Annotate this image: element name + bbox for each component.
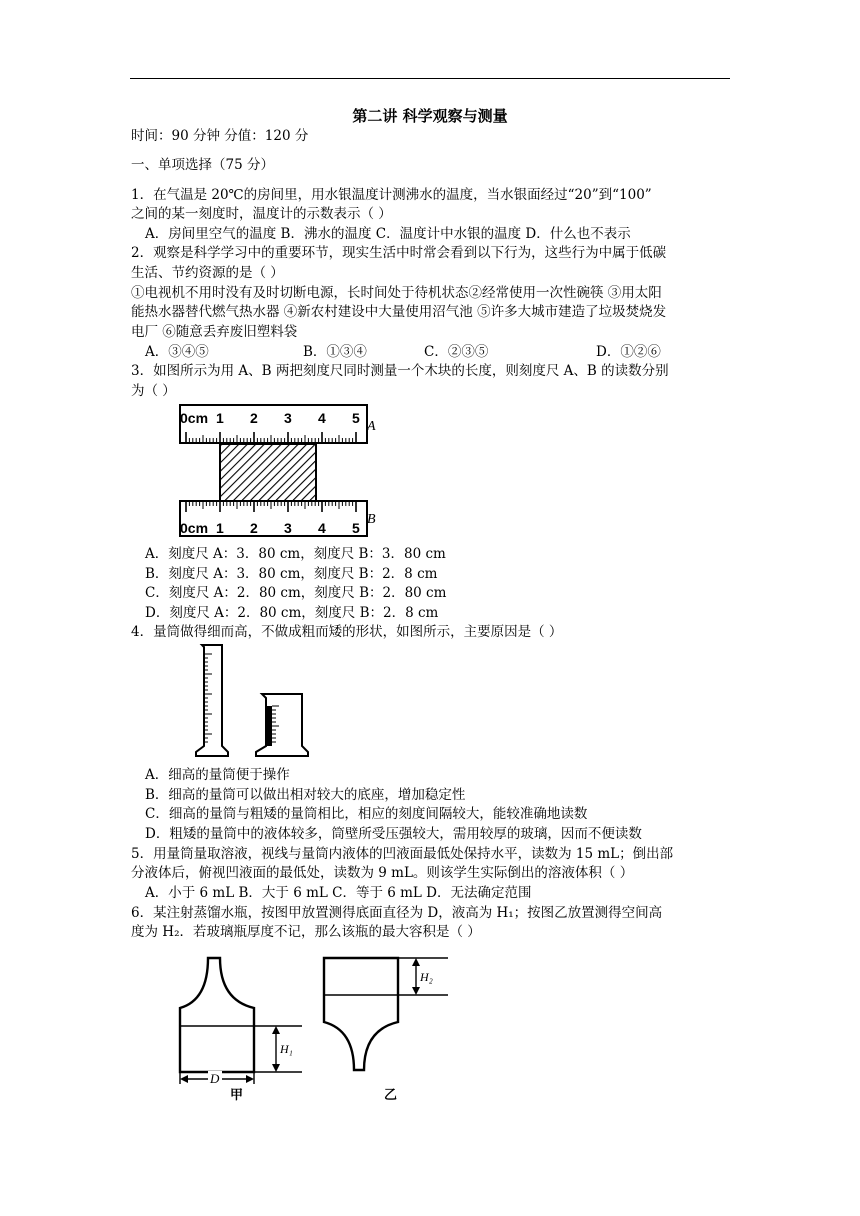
q3-stem-line1: 3．如图所示为用 A、B 两把刻度尺同时测量一个木块的长度，则刻度尺 A、B 的读数分别 [131, 363, 669, 379]
page-title: 第二讲 科学观察与测量 [352, 107, 508, 125]
q2-option-b: B．①③④ [303, 344, 367, 360]
q2-body-line3: 电厂 ⑥随意丢弃废旧塑料袋 [131, 324, 298, 340]
ruler-tick-label: 0cm [180, 520, 209, 536]
ruler-tick-label: 5 [352, 410, 360, 426]
q4-option-a: A．细高的量筒便于操作 [145, 767, 290, 783]
bottle-figure-jia [172, 952, 307, 1102]
ruler-tick-label: 5 [352, 520, 360, 536]
q1-options: A．房间里空气的温度 B．沸水的温度 C．温度计中水银的温度 D．什么也不表示 [145, 226, 631, 242]
ruler-a-letter: A [367, 419, 376, 434]
ruler-tick-label: 1 [216, 410, 224, 426]
bottle-yi-outline [324, 958, 398, 1070]
ruler-tick-label: 2 [250, 410, 258, 426]
q3-option-a: A．刻度尺 A：3．80 cm，刻度尺 B：3．80 cm [145, 546, 446, 562]
ruler-tick-label: 2 [250, 520, 258, 536]
q2-stem-line2: 生活、节约资源的是（ ） [131, 265, 284, 281]
exam-meta: 时间：90 分钟 分值：120 分 [131, 128, 309, 144]
q5-stem-line1: 5．用量筒量取溶液，视线与量筒内液体的凹液面最低处保持水平，读数为 15 mL；倒出部 [131, 846, 674, 862]
ruler-tick-label: 0cm [180, 410, 209, 426]
q2-option-c: C．②③⑤ [424, 344, 489, 360]
q3-option-c: C．刻度尺 A：2．80 cm，刻度尺 B：2．80 cm [145, 585, 447, 601]
ruler-tick-label: 3 [284, 410, 292, 426]
q4-option-b: B．细高的量筒可以做出相对较大的底座，增加稳定性 [145, 787, 466, 803]
ruler-b-letter: B [367, 512, 376, 527]
ruler-tick-label: 4 [318, 520, 326, 536]
q6-stem-line2: 度为 H₂．若玻璃瓶厚度不记，那么该瓶的最大容积是（ ） [131, 924, 481, 940]
q3-option-d: D．刻度尺 A：2．80 cm，刻度尺 B：2．8 cm [145, 605, 439, 621]
ruler-tick-label: 1 [216, 520, 224, 536]
bottle-figure-yi [320, 950, 455, 1100]
q1-stem-line1: 1．在气温是 20℃的房间里，用水银温度计测沸水的温度，当水银面经过“20”到“100” [131, 187, 652, 203]
tall-cylinder [196, 645, 228, 756]
label-d: D [210, 1071, 220, 1086]
q2-option-d: D．①②⑥ [596, 344, 661, 360]
q5-stem-line2: 分液体后，俯视凹液面的最低处，读数为 9 mL。则该学生实际倒出的溶液体积（ ） [131, 865, 634, 881]
q3-stem-line2: 为（ ） [131, 383, 176, 399]
q4-option-d: D．粗矮的量筒中的液体较多，筒壁所受压强较大，需用较厚的玻璃，因而不便读数 [145, 826, 642, 842]
label-yi: 乙 [384, 1088, 398, 1100]
wooden-block [220, 444, 316, 501]
q4-stem: 4．量筒做得细而高，不做成粗而矮的形状，如图所示，主要原因是（ ） [131, 624, 563, 640]
label-h2: H₂ [420, 970, 433, 984]
label-jia: 甲 [230, 1088, 244, 1102]
ruler-tick-label: 4 [318, 410, 326, 426]
short-cylinder [256, 694, 308, 756]
graduated-cylinders-figure [190, 642, 320, 762]
section-heading: 一、单项选择（75 分） [131, 157, 274, 173]
q2-body-line2: 能热水器替代燃气热水器 ④新农村建设中大量使用沼气池 ⑤许多大城市建造了垃圾焚烧发 [131, 304, 667, 320]
header-rule [130, 78, 730, 79]
q6-stem-line1: 6．某注射蒸馏水瓶，按图甲放置测得底面直径为 D，液高为 H₁；按图乙放置测得空间高 [131, 905, 663, 921]
q2-option-a: A．③④⑤ [145, 344, 209, 360]
q1-stem-line2: 之间的某一刻度时，温度计的示数表示（ ） [131, 206, 392, 222]
ruler-figure [170, 402, 390, 542]
q2-body-line1: ①电视机不用时没有及时切断电源，长时间处于待机状态②经常使用一次性碗筷 ③用太阳 [131, 285, 662, 301]
ruler-tick-label: 3 [284, 520, 292, 536]
bottle-jia-outline [180, 958, 254, 1072]
label-h1: H₁ [280, 1042, 293, 1056]
q4-option-c: C．细高的量筒与粗矮的量筒相比，相应的刻度间隔较大，能较准确地读数 [145, 806, 588, 822]
q2-stem-line1: 2．观察是科学学习中的重要环节，现实生活中时常会看到以下行为，这些行为中属于低碳 [131, 245, 667, 261]
q3-option-b: B．刻度尺 A：3．80 cm，刻度尺 B：2．8 cm [145, 566, 438, 582]
q5-options: A．小于 6 mL B．大于 6 mL C．等于 6 mL D．无法确定范围 [145, 885, 532, 901]
